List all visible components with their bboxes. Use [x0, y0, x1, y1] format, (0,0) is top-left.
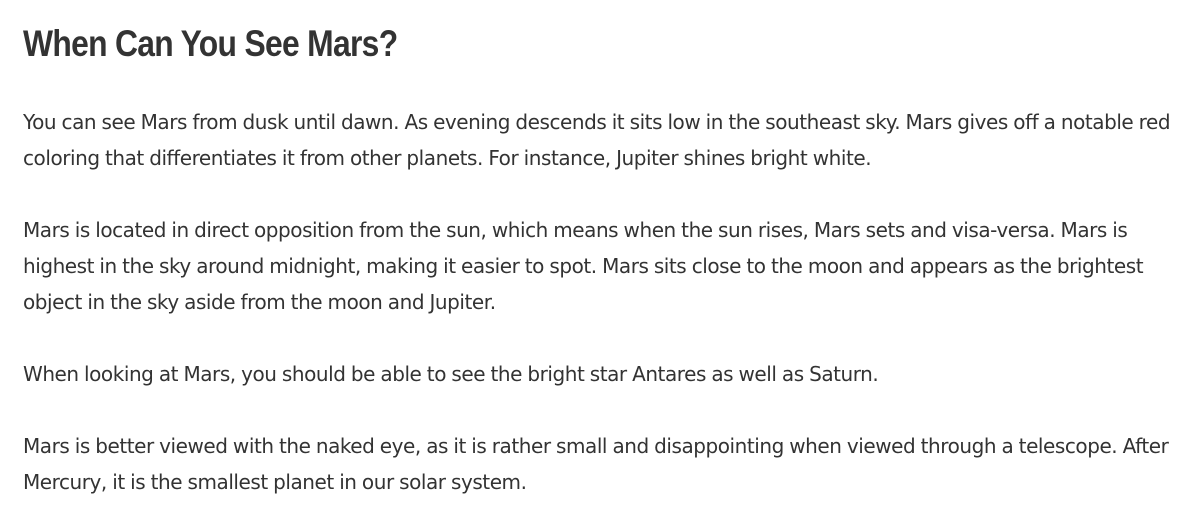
paragraph-visibility-times: You can see Mars from dusk until dawn. As evening descends it sits low in the southeast sky. Mars gives off a notable red coloring that differentiates it from other planets. For instance, Jupiter shines bright white. [23, 110, 1171, 170]
article-heading: When Can You See Mars? [23, 23, 398, 64]
paragraph-opposition: Mars is located in direct opposition from the sun, which means when the sun rises, Mars sets and visa-versa. Mars is highest in the sky around midnight, making it easier to spot. Mars sits close to the moon and appears as the brightest object in the sky aside from the moon and Jupiter. [23, 218, 1144, 314]
paragraph-naked-eye: Mars is better viewed with the naked eye, as it is rather small and disappointing when viewed through a telescope. After Mercury, it is the smallest planet in our solar system. [23, 434, 1169, 494]
article-content [23, 18, 1173, 500]
paragraph-antares-saturn: When looking at Mars, you should be able to see the bright star Antares as well as Saturn. [23, 362, 879, 386]
